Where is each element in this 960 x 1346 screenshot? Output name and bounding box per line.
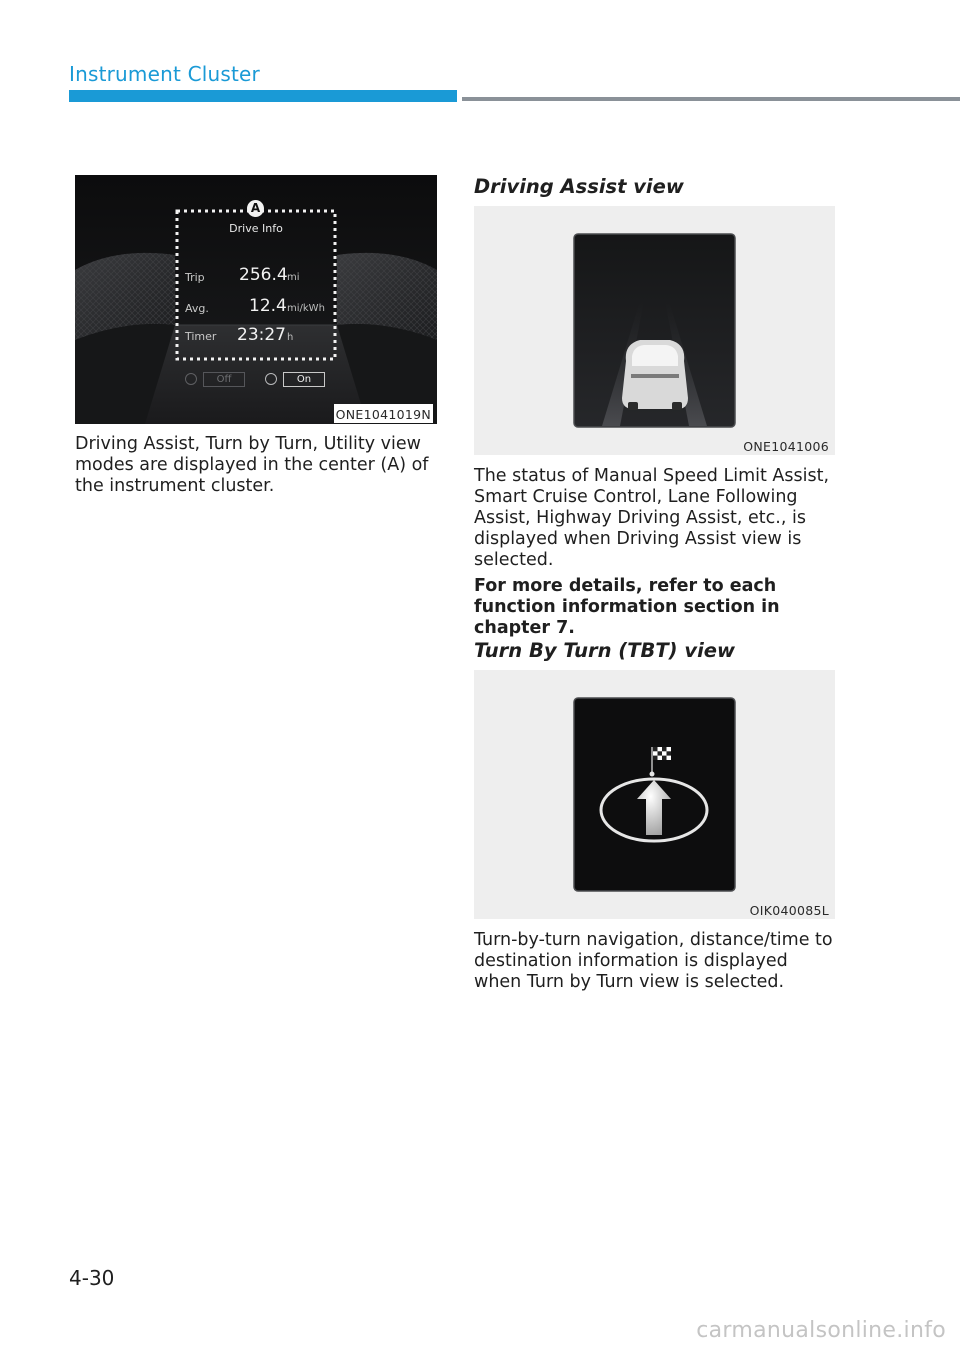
toggle-off-label: Off: [216, 374, 232, 385]
toggle-on-label: On: [296, 374, 312, 385]
timer-value: 23:27: [237, 325, 286, 345]
tbt-paragraph: Turn-by-turn navigation, distance/time to destination information is displayed when Turn by Turn view is selected.: [474, 930, 833, 992]
driving-assist-heading: Driving Assist view: [474, 175, 684, 198]
drive-info-title: Drive Info: [229, 222, 283, 235]
toggle-on: [283, 372, 325, 387]
intro-paragraph: Driving Assist, Turn by Turn, Utility view modes are displayed in the center (A) of the instrument cluster.: [75, 434, 429, 496]
timer-unit: h: [287, 332, 294, 343]
figure-code: OIK040085L: [749, 903, 829, 918]
tbt-figure: [474, 670, 835, 919]
page-number: 4-30: [69, 1266, 115, 1290]
avg-label: Avg.: [185, 302, 209, 315]
figure-code: ONE1041019N: [335, 407, 431, 422]
trip-unit: mi: [287, 272, 300, 283]
callout-label: A: [250, 201, 261, 215]
timer-settings-icon: [265, 373, 277, 385]
driving-assist-note: For more details, refer to each function information section in chapter 7.: [474, 576, 780, 638]
timer-icon: [185, 373, 197, 385]
timer-label: Timer: [185, 330, 217, 343]
trip-label: Trip: [185, 271, 205, 284]
tbt-illustration: [474, 670, 835, 919]
avg-value: 12.4: [249, 296, 287, 316]
figure-code-box: [334, 404, 433, 423]
driving-assist-figure: [474, 206, 835, 455]
header-rule: [462, 97, 960, 101]
checkered-flag-icon: [653, 747, 671, 760]
trip-value: 256.4: [239, 265, 288, 285]
instrument-cluster-figure: [75, 175, 437, 424]
header-rule-accent: [69, 90, 457, 102]
tbt-heading: Turn By Turn (TBT) view: [474, 639, 735, 662]
watermark: carmanualsonline.info: [696, 1318, 946, 1343]
toggle-off: [203, 372, 245, 387]
section-title: Instrument Cluster: [69, 62, 260, 86]
driving-assist-illustration: [474, 206, 835, 455]
callout-a: [247, 200, 264, 217]
figure-code: ONE1041006: [743, 439, 829, 454]
driving-assist-paragraph: The status of Manual Speed Limit Assist, Smart Cruise Control, Lane Following Assist, Highway Driving Assist, etc., is displayed when Driving Assist view is selected.: [474, 466, 830, 570]
avg-unit: mi/kWh: [287, 303, 325, 314]
